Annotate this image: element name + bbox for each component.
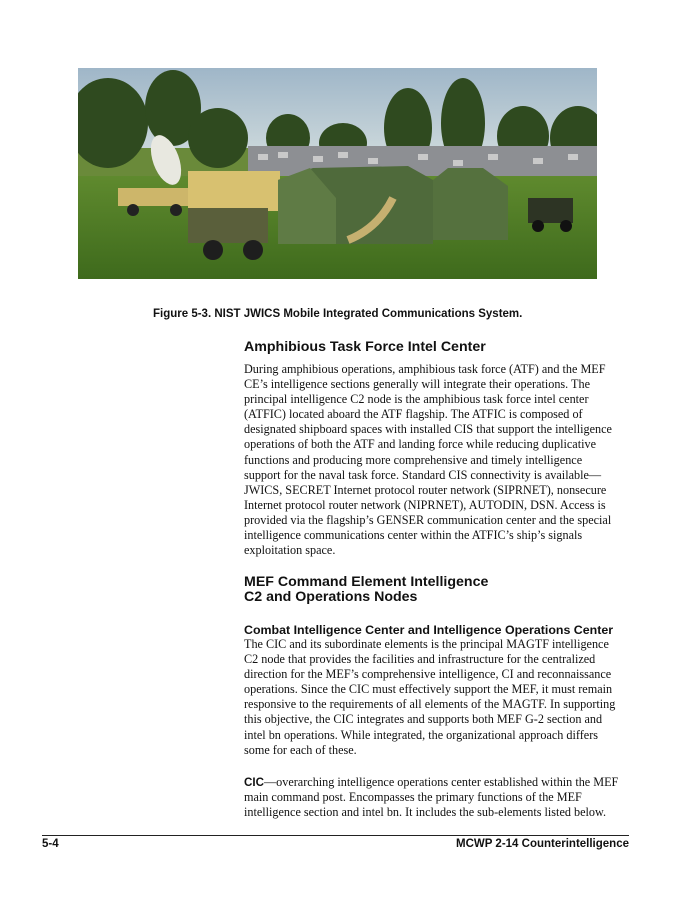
cic-paragraph — [244, 637, 634, 758]
military-communications-tents-photo — [78, 68, 597, 279]
section-heading-atfic: Amphibious Task Force Intel Center — [244, 339, 486, 355]
paragraph-line: principal intelligence C2 node is the amphibious task force intel center — [244, 392, 589, 407]
paragraph-line: The CIC and its subordinate elements is the principal MAGTF intelligence — [244, 637, 609, 651]
paragraph-line: designated shipboard spaces with installed CIS that support the intelligence — [244, 422, 612, 437]
definition-text: —overarching intelligence operations center established within the MEF — [263, 775, 619, 789]
paragraph-line: functions and producing more comprehensive and timely intelligence — [244, 452, 583, 467]
paragraph-line: intelligence section and intel bn. It includes the sub-elements listed below. — [244, 805, 607, 820]
paragraph-line: operations of both the ATF and landing force while reducing duplicative — [244, 437, 596, 452]
paragraph-line — [244, 775, 634, 790]
paragraph-line: this objective, the CIC integrates and supports both MEF G-2 section and — [244, 712, 603, 727]
paragraph-line: some for each of these. — [244, 742, 357, 757]
paragraph-line: CE’s intelligence sections generally will integrate their operations. The — [244, 377, 590, 392]
subsection-heading-cic: Combat Intelligence Center and Intelligence Operations Center — [244, 623, 614, 637]
paragraph-line: responsive to the requirements of all elements of the MAGTF. In supporting — [244, 697, 616, 712]
paragraph-line: During amphibious operations, amphibious task force (ATF) and the MEF — [244, 362, 606, 376]
figure-caption: Figure 5-3. NIST JWICS Mobile Integrated Communications System. — [153, 308, 523, 320]
paragraph-line: main command post. Encompasses the primary functions of the MEF — [244, 790, 582, 805]
atfic-paragraph — [244, 362, 634, 558]
paragraph-line: (ATFIC) located aboard the ATF flagship. The ATFIC is composed of — [244, 407, 583, 422]
paragraph-line: support for the naval task force. Standard CIS connectivity is available— — [244, 467, 602, 482]
paragraph-line: exploitation space. — [244, 543, 336, 558]
cic-definition-paragraph — [244, 775, 634, 820]
definition-term: CIC — [244, 776, 264, 789]
heading-line: MEF Command Element Intelligence — [244, 574, 489, 590]
paragraph-line: Internet protocol router network (NIPRNET), AUTODIN, DSN. Access is — [244, 497, 606, 512]
publication-title: MCWP 2-14 Counterintelligence — [456, 838, 629, 850]
paragraph-line: JWICS, SECRET Internet protocol router network (SIPRNET), nonsecure — [244, 482, 607, 497]
figure-photo — [78, 68, 597, 279]
paragraph-line: intel bn operations. While integrated, the organizational approach differs — [244, 727, 598, 742]
page-number: 5-4 — [42, 838, 59, 850]
paragraph-line: provided via the flagship’s GENSER communication center and the special — [244, 512, 612, 527]
paragraph-line: C2 node that provides the facilities and infrastructure for the centralized — [244, 652, 596, 667]
paragraph-line: operations. Since the CIC must effectively support the MEF, it must remain — [244, 682, 613, 697]
section-heading-mef — [244, 575, 488, 605]
paragraph-line: intelligence communications center within the ATFIC’s ship’s signals — [244, 528, 583, 543]
paragraph-line: direction for the MEF’s comprehensive intelligence, CI and reconnaissance — [244, 667, 612, 682]
footer-divider — [42, 835, 629, 836]
heading-line: C2 and Operations Nodes — [244, 589, 418, 605]
